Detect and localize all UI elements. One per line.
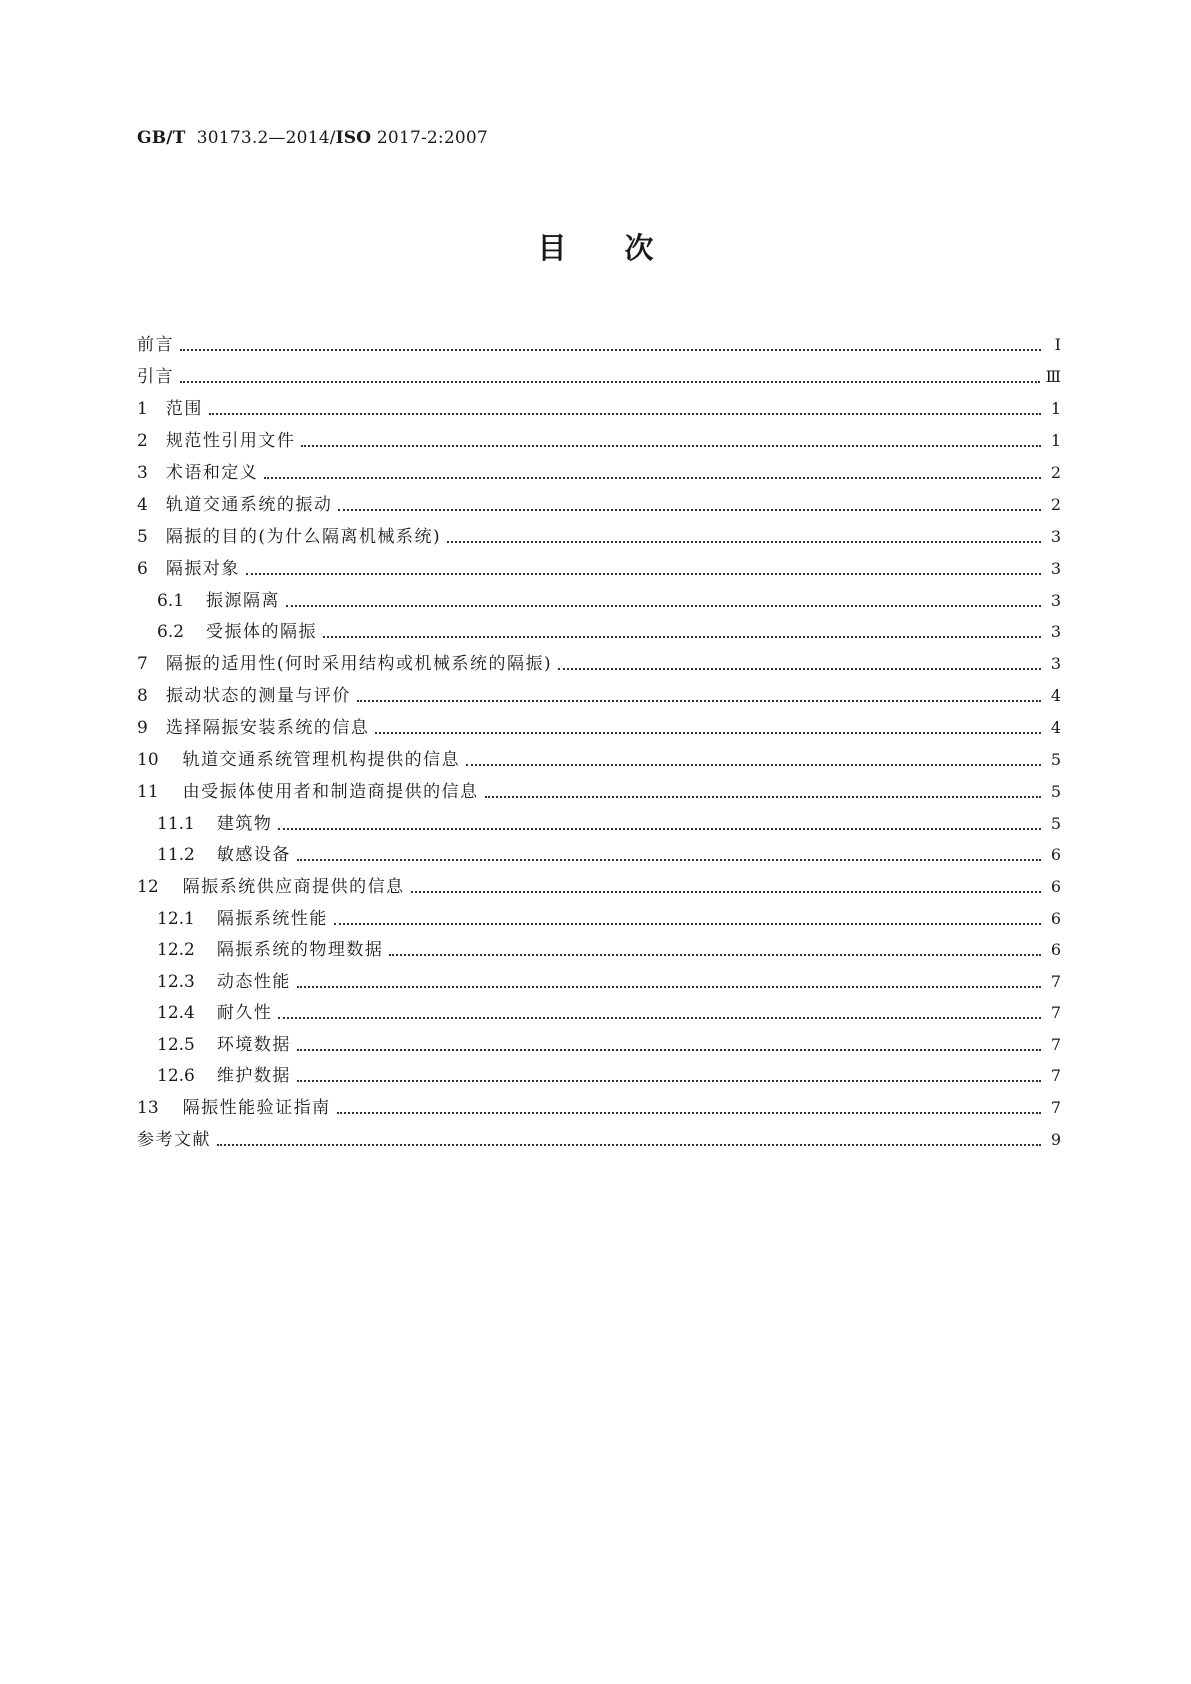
toc-entry-page: 4: [1050, 686, 1061, 705]
toc-entry-number: 11.1: [157, 813, 195, 834]
toc-entry-page: 5: [1050, 750, 1061, 769]
toc-entry[interactable]: [137, 485, 1061, 517]
toc-entry-title: 隔振性能验证指南: [182, 1098, 331, 1118]
toc-entry-page: 4: [1050, 718, 1061, 737]
toc-entry-page: 6: [1050, 908, 1061, 928]
toc-entry[interactable]: [137, 867, 1061, 899]
toc-leader-dots: [466, 748, 1041, 772]
toc-entry-title: 维护数据: [216, 1066, 291, 1086]
standard-code-prefix: GB/T: [137, 128, 186, 148]
toc-entry-page: 9: [1050, 1130, 1061, 1149]
toc-entry-number: 6.1: [157, 590, 185, 611]
toc-entry-number: 1: [137, 399, 148, 419]
toc-leader-dots: [447, 525, 1041, 549]
toc-entry-title: 振源隔离: [206, 590, 281, 611]
toc-leader-dots: [338, 493, 1041, 517]
toc-entry[interactable]: [137, 772, 1061, 804]
toc-entry-page: 3: [1050, 590, 1061, 610]
toc-entry[interactable]: [137, 708, 1061, 740]
standard-code-iso: ISO: [335, 128, 372, 148]
toc-entry-title: 参考文献: [137, 1130, 211, 1150]
toc-entry-number: 12.1: [157, 908, 195, 929]
toc-entry-number: 6.2: [157, 622, 185, 642]
toc-leader-dots: [246, 557, 1041, 581]
toc-entry-page: 5: [1050, 813, 1061, 833]
toc-entry-number: 5: [137, 527, 148, 547]
toc-entry-title: 轨道交通系统管理机构提供的信息: [182, 750, 461, 770]
toc-entry-page: 3: [1050, 654, 1061, 673]
toc-entry-number: 12.2: [157, 940, 195, 960]
toc-leader-dots: [301, 429, 1041, 453]
toc-entry[interactable]: [137, 962, 1061, 994]
toc-leader-dots: [297, 843, 1041, 867]
toc-entry-number: 13: [137, 1098, 159, 1118]
toc-entry-page: 3: [1050, 622, 1061, 641]
toc-entry[interactable]: [137, 1120, 1061, 1152]
toc-leader-dots: [411, 875, 1041, 899]
toc-entry-page: 2: [1050, 495, 1061, 514]
toc-entry-title: 隔振的目的(为什么隔离机械系统): [165, 527, 442, 547]
toc-entry-title: 振动状态的测量与评价: [165, 686, 351, 706]
toc-entry-title: 由受振体使用者和制造商提供的信息: [182, 782, 479, 802]
toc-entry-page: 1: [1050, 399, 1061, 418]
toc-entry[interactable]: [137, 517, 1061, 549]
toc-entry-title: 术语和定义: [165, 463, 259, 483]
toc-entry-title: 隔振系统的物理数据: [216, 940, 384, 960]
toc-entry-number: 8: [137, 686, 148, 706]
toc-entry-number: 9: [137, 718, 148, 738]
toc-entry-page: 3: [1050, 559, 1061, 578]
toc-entry-title: 建筑物: [216, 813, 273, 834]
toc-entry-number: 11.2: [157, 845, 195, 865]
toc-entry-number: 12: [137, 877, 159, 897]
toc-leader-dots: [264, 461, 1041, 485]
toc-entry-title: 隔振的适用性(何时采用结构或机械系统的隔振): [165, 654, 553, 674]
standard-code: [137, 128, 488, 148]
toc-entry[interactable]: [137, 421, 1061, 453]
toc-leader-dots: [334, 907, 1041, 931]
toc-entry-number: 10: [137, 750, 159, 770]
toc-entry-page: 6: [1050, 877, 1061, 896]
toc-entry[interactable]: [137, 836, 1061, 868]
toc-leader-dots: [180, 333, 1041, 357]
toc-entry[interactable]: [137, 581, 1061, 613]
toc-entry-title: 敏感设备: [216, 845, 291, 865]
toc-leader-dots: [389, 938, 1041, 962]
toc-entry-title: 耐久性: [216, 1003, 273, 1023]
standard-code-main: 30173.2—2014/: [196, 128, 336, 148]
toc-entry-title: 隔振系统供应商提供的信息: [182, 877, 405, 897]
toc-leader-dots: [485, 780, 1041, 804]
toc-entry-page: Ⅲ: [1045, 367, 1061, 386]
table-of-contents: [137, 325, 1061, 1152]
toc-entry[interactable]: [137, 931, 1061, 963]
toc-entry-page: 7: [1050, 1003, 1061, 1022]
toc-entry[interactable]: [137, 1088, 1061, 1120]
toc-entry-page: 7: [1050, 1034, 1061, 1054]
toc-leader-dots: [209, 397, 1041, 421]
toc-entry-page: 7: [1050, 1098, 1061, 1117]
toc-entry-page: 3: [1050, 527, 1061, 546]
toc-leader-dots: [286, 589, 1041, 613]
toc-entry-title: 受振体的隔振: [206, 622, 318, 642]
toc-leader-dots: [375, 716, 1041, 740]
toc-entry-page: 6: [1050, 845, 1061, 864]
toc-leader-dots: [180, 365, 1040, 389]
toc-entry-title: 范围: [165, 399, 203, 419]
toc-entry[interactable]: [137, 453, 1061, 485]
toc-entry-page: 5: [1050, 782, 1061, 801]
toc-leader-dots: [297, 970, 1041, 994]
toc-entry-number: 12.3: [157, 971, 195, 992]
toc-entry-title: 轨道交通系统的振动: [165, 495, 333, 515]
toc-entry-title: 环境数据: [216, 1034, 291, 1055]
toc-entry-title: 规范性引用文件: [165, 431, 296, 451]
toc-entry-page: 6: [1050, 940, 1061, 959]
toc-entry-page: Ⅰ: [1054, 335, 1061, 354]
toc-entry[interactable]: [137, 1057, 1061, 1089]
toc-entry-page: 7: [1050, 1066, 1061, 1085]
toc-entry-title: 动态性能: [216, 971, 291, 992]
toc-entry[interactable]: [137, 1025, 1061, 1057]
toc-entry[interactable]: [137, 899, 1061, 931]
toc-entry[interactable]: [137, 613, 1061, 645]
page-title: 目次: [537, 231, 712, 265]
toc-entry[interactable]: [137, 804, 1061, 836]
toc-entry-title: 隔振系统性能: [216, 908, 328, 929]
toc-leader-dots: [558, 652, 1041, 676]
toc-leader-dots: [323, 620, 1041, 644]
toc-entry[interactable]: [137, 994, 1061, 1026]
toc-entry-title: 选择隔振安装系统的信息: [165, 718, 370, 738]
toc-entry-number: 6: [137, 559, 148, 579]
toc-entry-title: 前言: [137, 335, 174, 355]
toc-leader-dots: [217, 1128, 1041, 1152]
toc-entry[interactable]: [137, 740, 1061, 772]
toc-leader-dots: [278, 812, 1041, 836]
toc-leader-dots: [297, 1064, 1041, 1088]
standard-code-iso-rest: 2017-2:2007: [376, 128, 488, 148]
toc-entry-number: 2: [137, 431, 148, 451]
toc-entry-number: 3: [137, 463, 148, 483]
toc-entry-number: 12.5: [157, 1034, 195, 1055]
toc-entry[interactable]: [137, 325, 1061, 357]
toc-entry-number: 12.6: [157, 1066, 195, 1086]
toc-entry-number: 11: [137, 782, 159, 802]
toc-entry[interactable]: [137, 549, 1061, 581]
toc-entry-number: 12.4: [157, 1003, 195, 1023]
toc-leader-dots: [337, 1096, 1041, 1120]
toc-entry-page: 7: [1050, 971, 1061, 991]
toc-leader-dots: [278, 1001, 1041, 1025]
toc-entry-title: 隔振对象: [165, 559, 240, 579]
toc-entry-number: 4: [137, 495, 148, 515]
toc-entry[interactable]: [137, 676, 1061, 708]
toc-leader-dots: [357, 684, 1041, 708]
toc-entry[interactable]: [137, 644, 1061, 676]
toc-entry-number: 7: [137, 654, 148, 674]
toc-entry-page: 2: [1050, 463, 1061, 482]
toc-entry-title: 引言: [137, 367, 174, 387]
toc-leader-dots: [297, 1033, 1041, 1057]
toc-entry[interactable]: [137, 389, 1061, 421]
toc-entry[interactable]: [137, 357, 1061, 389]
toc-entry-page: 1: [1050, 431, 1061, 450]
